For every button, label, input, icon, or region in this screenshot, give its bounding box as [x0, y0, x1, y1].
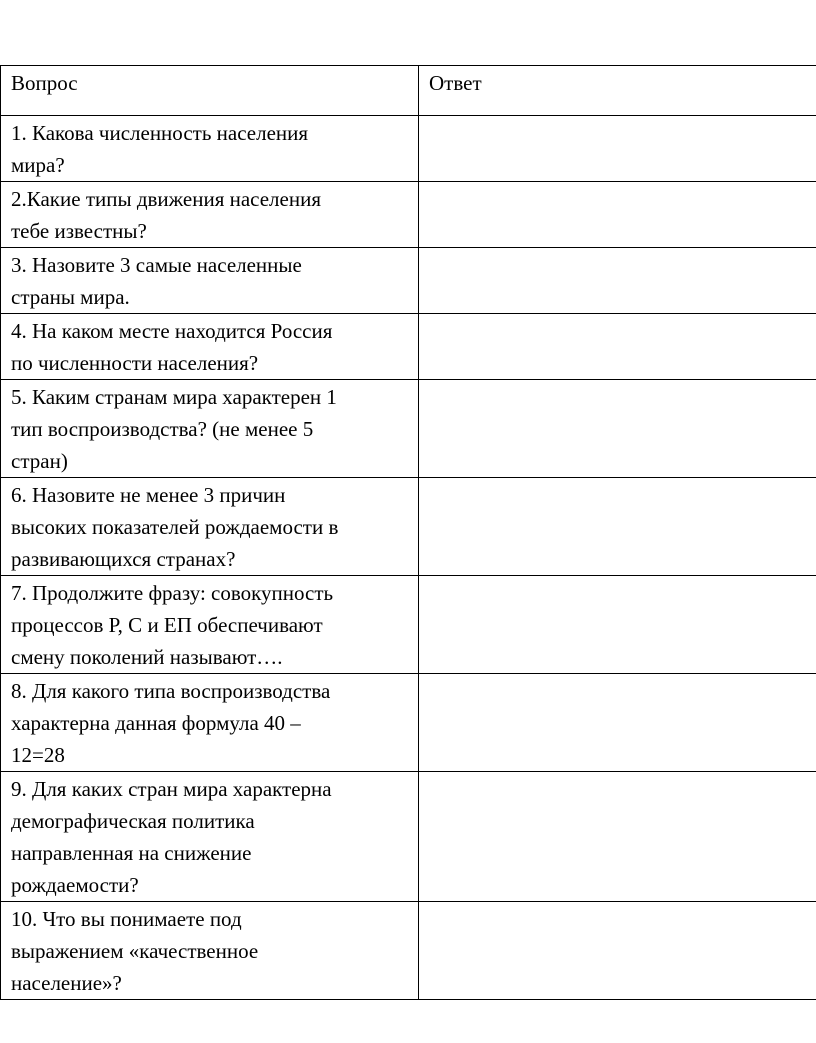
table-row	[1, 478, 816, 576]
question-cell	[1, 772, 419, 902]
question-cell	[1, 182, 419, 248]
answer-cell[interactable]	[419, 478, 816, 576]
answer-cell[interactable]	[419, 380, 816, 478]
question-text-line: 2.Какие типы движения населения	[11, 187, 321, 211]
table-header-row	[1, 66, 816, 116]
table-row	[1, 380, 816, 478]
question-cell	[1, 674, 419, 772]
table-row	[1, 182, 816, 248]
answer-cell[interactable]	[419, 902, 816, 1000]
question-cell	[1, 478, 419, 576]
question-column-header: Вопрос	[1, 66, 419, 116]
answer-cell[interactable]	[419, 576, 816, 674]
table-row	[1, 116, 816, 182]
answer-cell[interactable]	[419, 248, 816, 314]
question-text-line: рождаемости?	[11, 873, 139, 897]
answer-cell[interactable]	[419, 314, 816, 380]
question-cell	[1, 380, 419, 478]
question-text-line: выражением «качественное	[11, 939, 259, 963]
questions-table-body	[1, 66, 816, 1000]
answer-cell[interactable]	[419, 772, 816, 902]
answer-cell[interactable]	[419, 182, 816, 248]
question-cell	[1, 902, 419, 1000]
table-row	[1, 248, 816, 314]
table-row	[1, 314, 816, 380]
question-text-line: 12=28	[11, 743, 65, 767]
question-text-line: смену поколений называют….	[11, 645, 283, 669]
question-cell	[1, 314, 419, 380]
question-text-line: страны мира.	[11, 285, 130, 309]
table-row	[1, 576, 816, 674]
question-text-line: развивающихся странах?	[11, 547, 236, 571]
question-text-line: 9. Для каких стран мира характерна	[11, 777, 332, 801]
table-row	[1, 902, 816, 1000]
question-text-line: направленная на снижение	[11, 841, 252, 865]
question-text-line: 1. Какова численность населения	[11, 121, 309, 145]
table-row	[1, 674, 816, 772]
questions-table	[0, 65, 816, 1000]
answer-cell[interactable]	[419, 116, 816, 182]
question-cell	[1, 248, 419, 314]
question-cell	[1, 116, 419, 182]
question-text-line: по численности населения?	[11, 351, 259, 375]
question-text-line: 6. Назовите не менее 3 причин	[11, 483, 286, 507]
question-text-line: 5. Каким странам мира характерен 1	[11, 385, 337, 409]
question-text-line: население»?	[11, 971, 122, 995]
question-text-line: 3. Назовите 3 самые населенные	[11, 253, 302, 277]
question-text-line: тип воспроизводства? (не менее 5	[11, 417, 314, 441]
question-text-line: 10. Что вы понимаете под	[11, 907, 242, 931]
table-row	[1, 772, 816, 902]
question-text-line: демографическая политика	[11, 809, 255, 833]
question-text-line: 8. Для какого типа воспроизводства	[11, 679, 331, 703]
answer-cell[interactable]	[419, 674, 816, 772]
question-text-line: 7. Продолжите фразу: совокупность	[11, 581, 334, 605]
answer-column-header: Ответ	[419, 66, 816, 116]
question-text-line: характерна данная формула 40 –	[11, 711, 301, 735]
question-text-line: высоких показателей рождаемости в	[11, 515, 339, 539]
question-text-line: стран)	[11, 449, 68, 473]
question-text-line: мира?	[11, 153, 65, 177]
question-text-line: тебе известны?	[11, 219, 147, 243]
question-text-line: 4. На каком месте находится Россия	[11, 319, 333, 343]
question-cell	[1, 576, 419, 674]
question-text-line: процессов Р, С и ЕП обеспечивают	[11, 613, 323, 637]
